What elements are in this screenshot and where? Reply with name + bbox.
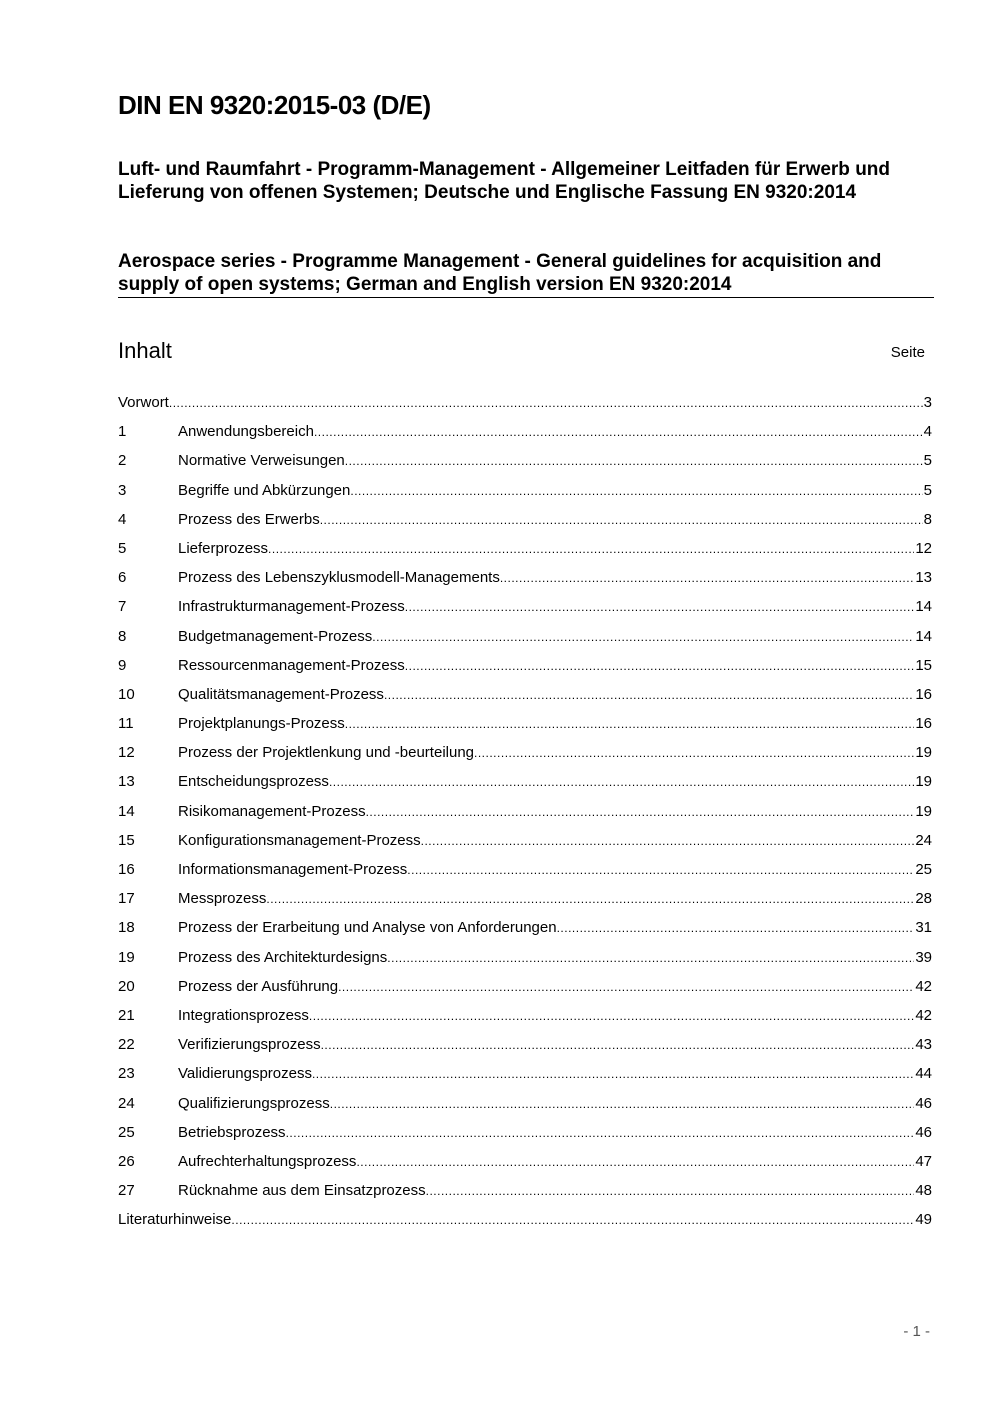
- toc-entry-page: 8: [923, 510, 932, 528]
- toc-entry[interactable]: [118, 1209, 932, 1238]
- toc-entry-number: 11: [118, 715, 134, 733]
- toc-entry-page: 13: [915, 569, 932, 587]
- toc-entry-page: 15: [915, 656, 932, 674]
- toc-entry[interactable]: [118, 713, 932, 742]
- document-subtitle-english: Aerospace series - Programme Management - General guidelines for acquisition and supply of open systems; German and English version EN 9320:2014: [118, 251, 882, 295]
- toc-entry-title: Begriffe und Abkürzungen: [178, 481, 351, 499]
- toc-entry-number: 24: [118, 1094, 135, 1112]
- toc-entry-title: Prozess des Lebenszyklusmodell-Managements: [178, 569, 500, 587]
- toc-entry-number: 13: [118, 773, 135, 791]
- toc-entry-page: 43: [915, 1036, 932, 1054]
- toc-entry-page: 14: [915, 598, 932, 616]
- toc-entry[interactable]: [118, 421, 932, 450]
- toc-entry-page: 25: [915, 861, 932, 878]
- toc-entry-page: 24: [915, 831, 932, 849]
- toc-dot-leader: [384, 684, 914, 706]
- toc-entry-title: Konfigurationsmanagement-Prozess: [178, 831, 421, 849]
- toc-page-column-label: Seite: [890, 344, 925, 361]
- toc-dot-leader: [500, 567, 914, 589]
- toc-entry-page: 46: [915, 1123, 932, 1141]
- toc-dot-leader: [314, 421, 923, 443]
- toc-entry-title: Projektplanungs-Prozess: [178, 715, 345, 733]
- toc-entry[interactable]: [118, 1122, 932, 1151]
- toc-entry-title: Messprozess: [178, 890, 267, 908]
- toc-dot-leader: [286, 1122, 915, 1144]
- toc-entry-page: 42: [915, 977, 932, 995]
- toc-entry[interactable]: [118, 509, 932, 538]
- toc-entry[interactable]: [118, 1034, 932, 1063]
- toc-dot-leader: [557, 917, 915, 939]
- document-subtitle-german: Luft- und Raumfahrt - Programm-Management - Allgemeiner Leitfaden für Erwerb und Lieferung von offenen Systemen; Deutsche und Englische Fassung EN 9320:2014: [118, 159, 891, 203]
- toc-entry-number: 14: [118, 802, 135, 820]
- toc-entry-number: 27: [118, 1182, 135, 1200]
- toc-entry[interactable]: [118, 567, 932, 596]
- toc-dot-leader: [268, 538, 914, 560]
- toc-entry-page: 14: [915, 627, 932, 645]
- toc-entry-number: 22: [118, 1036, 135, 1054]
- toc-entry-title: Prozess des Architekturdesigns: [178, 948, 388, 966]
- toc-entry-number: 3: [118, 481, 127, 499]
- toc-dot-leader: [356, 1151, 914, 1173]
- toc-entry-title: Aufrechterhaltungsprozess: [178, 1152, 357, 1170]
- toc-entry-page: 48: [915, 1182, 932, 1200]
- toc-dot-leader: [421, 830, 915, 852]
- toc-entry[interactable]: [118, 830, 932, 859]
- toc-dot-leader: [350, 480, 922, 502]
- toc-entry[interactable]: [118, 742, 932, 771]
- toc-entry-number: 26: [118, 1152, 135, 1170]
- toc-entry-title: Entscheidungsprozess: [178, 773, 329, 791]
- toc-dot-leader: [345, 450, 923, 472]
- toc-entry-title: Budgetmanagement-Prozess: [178, 627, 373, 645]
- table-of-contents: [118, 392, 932, 1238]
- toc-dot-leader: [405, 655, 915, 677]
- toc-entry-page: 16: [915, 715, 932, 733]
- toc-entry-number: 19: [118, 948, 135, 966]
- toc-dot-leader: [309, 1005, 914, 1027]
- toc-entry-title: Verifizierungsprozess: [178, 1036, 321, 1054]
- toc-entry[interactable]: [118, 917, 932, 946]
- toc-entry-page: 19: [915, 773, 932, 791]
- toc-dot-leader: [266, 888, 914, 910]
- toc-entry-page: 5: [923, 452, 932, 470]
- toc-entry-title: Prozess der Ausführung: [178, 977, 339, 995]
- toc-entry-title: Ressourcenmanagement-Prozess: [178, 656, 405, 674]
- toc-entry-page: 4: [923, 423, 932, 441]
- toc-entry-title: Qualifizierungsprozess: [178, 1094, 330, 1112]
- toc-entry-page: 28: [915, 890, 932, 908]
- page-number: - 1 -: [903, 1323, 930, 1340]
- toc-entry-page: 46: [915, 1094, 932, 1112]
- toc-dot-leader: [231, 1209, 914, 1231]
- toc-entry[interactable]: [118, 480, 932, 509]
- toc-entry[interactable]: [118, 1063, 932, 1092]
- toc-entry[interactable]: [118, 626, 932, 655]
- toc-entry[interactable]: [118, 1151, 932, 1180]
- toc-entry[interactable]: [118, 450, 932, 479]
- toc-entry-number: 1: [118, 423, 127, 441]
- toc-dot-leader: [366, 801, 915, 823]
- toc-entry-page: 5: [923, 481, 932, 499]
- toc-entry-title: Rücknahme aus dem Einsatzprozess: [178, 1182, 426, 1200]
- toc-entry-number: 25: [118, 1123, 135, 1141]
- toc-entry[interactable]: [118, 888, 932, 917]
- toc-dot-leader: [320, 509, 923, 531]
- toc-entry-title: Prozess der Projektlenkung und -beurteilung: [178, 744, 475, 762]
- document-title: DIN EN 9320:2015-03 (D/E): [118, 90, 431, 120]
- toc-dot-leader: [474, 742, 914, 764]
- toc-entry-page: 16: [915, 685, 932, 703]
- toc-entry-title: Integrationsprozess: [178, 1006, 309, 1024]
- toc-dot-leader: [321, 1034, 915, 1056]
- toc-entry[interactable]: [118, 859, 932, 888]
- toc-entry-title: Informationsmanagement-Prozess: [178, 861, 408, 878]
- toc-entry-page: 31: [915, 919, 932, 937]
- toc-dot-leader: [169, 392, 923, 414]
- toc-entry-title: Qualitätsmanagement-Prozess: [178, 685, 384, 703]
- toc-entry-title: Literaturhinweise: [118, 1211, 232, 1229]
- toc-entry-number: 16: [118, 861, 135, 878]
- toc-entry-number: 17: [118, 890, 135, 908]
- toc-dot-leader: [329, 771, 914, 793]
- toc-entry-number: 9: [118, 656, 127, 674]
- toc-entry-number: 10: [118, 685, 135, 703]
- toc-entry-number: 8: [118, 627, 127, 645]
- toc-entry-number: 2: [118, 452, 127, 470]
- toc-entry[interactable]: [118, 1005, 932, 1034]
- toc-entry[interactable]: [118, 976, 932, 1005]
- toc-entry[interactable]: [118, 947, 932, 976]
- toc-entry-title: Betriebsprozess: [178, 1123, 286, 1141]
- toc-entry-title: Risikomanagement-Prozess: [178, 802, 366, 820]
- toc-entry-number: 21: [118, 1006, 135, 1024]
- toc-entry-page: 12: [915, 539, 932, 557]
- toc-entry-number: 4: [118, 510, 127, 528]
- toc-entry-title: Validierungsprozess: [178, 1065, 312, 1083]
- toc-entry-page: 39: [915, 948, 932, 966]
- toc-entry-title: Infrastrukturmanagement-Prozess: [178, 598, 405, 616]
- toc-entry-page: 3: [923, 394, 932, 411]
- toc-entry-title: Vorwort: [118, 394, 169, 411]
- toc-dot-leader: [372, 626, 914, 648]
- toc-entry[interactable]: [118, 392, 932, 421]
- toc-entry-page: 47: [915, 1152, 932, 1170]
- toc-entry-number: 5: [118, 539, 127, 557]
- toc-entry[interactable]: [118, 1093, 932, 1122]
- toc-entry-number: 12: [118, 744, 135, 762]
- toc-entry-page: 49: [915, 1211, 932, 1229]
- toc-entry-page: 42: [915, 1006, 932, 1024]
- toc-entry-number: 20: [118, 977, 135, 995]
- toc-entry[interactable]: [118, 801, 932, 830]
- toc-entry-page: 19: [915, 744, 932, 762]
- title-divider: [118, 297, 934, 298]
- toc-dot-leader: [312, 1063, 914, 1085]
- toc-entry-title: Normative Verweisungen: [178, 452, 345, 470]
- toc-entry[interactable]: [118, 1180, 932, 1209]
- toc-entry-number: 6: [118, 569, 127, 587]
- toc-entry[interactable]: [118, 538, 932, 567]
- toc-entry[interactable]: [118, 684, 932, 713]
- toc-entry-number: 7: [118, 598, 127, 616]
- toc-dot-leader: [345, 713, 915, 735]
- toc-entry-page: 44: [915, 1065, 932, 1083]
- toc-heading: Inhalt: [118, 338, 172, 363]
- toc-dot-leader: [338, 976, 914, 998]
- toc-entry-number: 15: [118, 831, 135, 849]
- toc-dot-leader: [387, 947, 914, 969]
- toc-entry-number: 18: [118, 919, 135, 937]
- toc-entry-page: 19: [915, 802, 932, 820]
- toc-entry-title: Anwendungsbereich: [178, 423, 314, 441]
- toc-entry[interactable]: [118, 596, 932, 625]
- toc-entry-title: Prozess der Erarbeitung und Analyse von Anforderungen: [178, 919, 557, 937]
- toc-entry[interactable]: [118, 655, 932, 684]
- toc-dot-leader: [407, 859, 914, 881]
- toc-entry-title: Lieferprozess: [178, 539, 269, 557]
- toc-entry-title: Prozess des Erwerbs: [178, 510, 320, 528]
- toc-dot-leader: [426, 1180, 915, 1202]
- toc-entry[interactable]: [118, 771, 932, 800]
- toc-dot-leader: [330, 1093, 915, 1115]
- toc-entry-number: 23: [118, 1065, 135, 1083]
- toc-dot-leader: [405, 596, 915, 618]
